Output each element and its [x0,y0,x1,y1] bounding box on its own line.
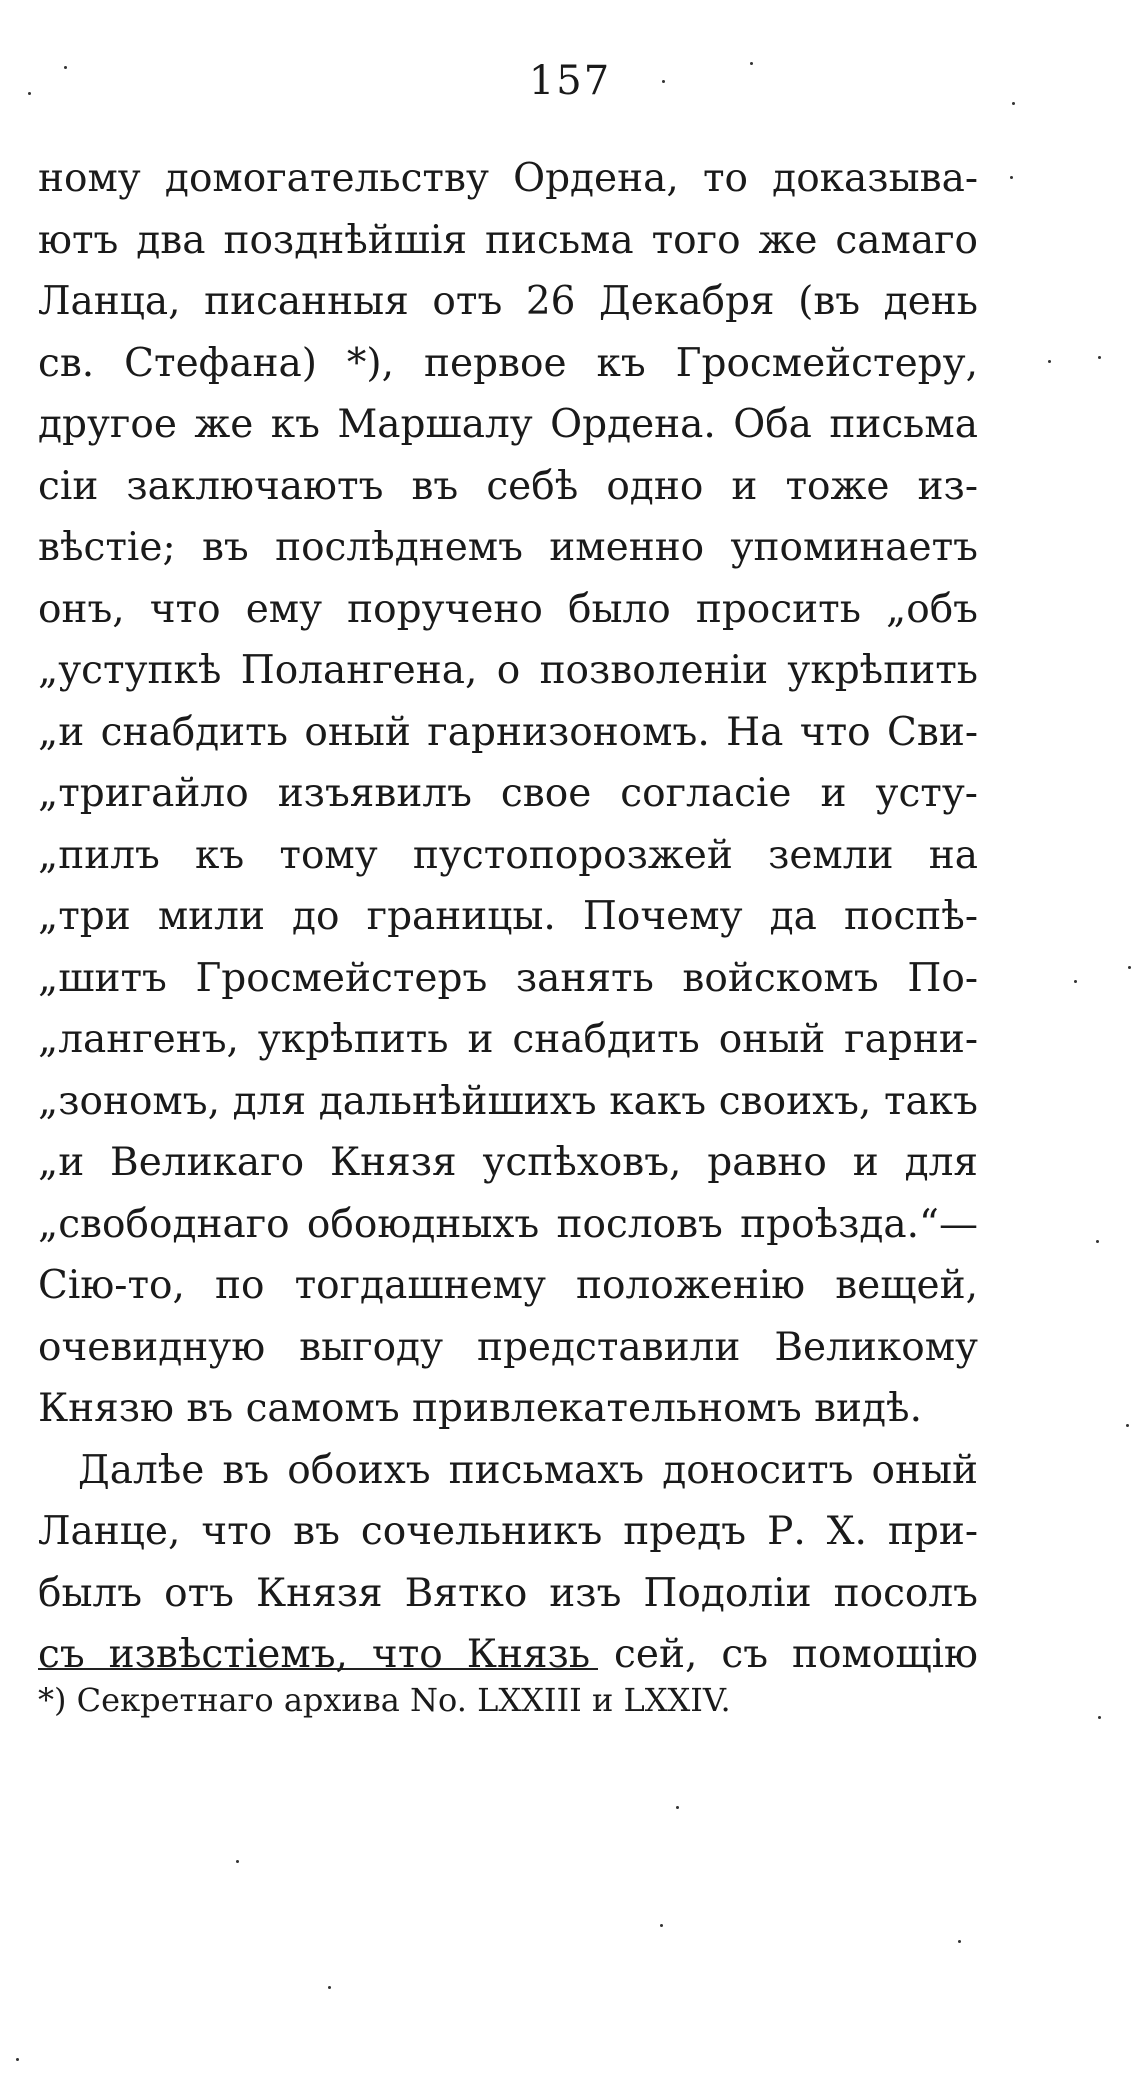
text-line: Ланце, что въ сочельникъ предъ Р. Х. при- [38,1509,978,1554]
text-line: очевидную выгоду представили Великому [38,1324,978,1370]
text-line: „зономъ, для дальнѣйшихъ какъ своихъ, такъ [38,1078,978,1124]
scan-speck [660,1924,663,1927]
text-line: „уступкѣ Полангена, о позволеніи укрѣпить [38,648,978,693]
scan-speck [1128,966,1131,969]
scan-speck [64,66,67,69]
body-text [38,148,978,1686]
footnote-divider [38,1668,598,1670]
text-line: Далѣе въ обоихъ письмахъ доноситъ оный [78,1447,978,1493]
text-line: сіи заключаютъ въ себѣ одно и тоже из- [38,463,978,509]
scan-speck [16,2058,19,2061]
text-line: „три мили до границы. Почему да поспѣ- [38,894,978,939]
text-line: „шитъ Гросмейстеръ занять войскомъ По- [38,955,978,1001]
page-number: 157 [528,58,612,104]
text-line: ютъ два позднѣйшія письма того же самаго [38,217,978,263]
scan-speck [1012,102,1015,105]
scan-speck [28,92,31,95]
scan-speck [1098,356,1101,359]
text-line: былъ отъ Князя Вятко изъ Подоліи посолъ [38,1570,978,1616]
text-line: Сію-то, по тогдашнему положенію вещей, [38,1263,978,1308]
text-line: другое же къ Маршалу Ордена. Оба письма [38,402,978,447]
scan-speck [1098,1716,1101,1719]
text-line: „и снабдить оный гарнизономъ. На что Сви- [38,709,978,755]
text-line: „лангенъ, укрѣпить и снабдить оный гарни- [38,1017,978,1062]
scan-speck [1074,980,1077,983]
scan-speck [958,1940,961,1943]
scan-speck [1126,1424,1129,1427]
text-line: „тригайло изъявилъ свое согласіе и усту- [38,771,978,816]
text-line: ному домогательству Ордена, то доказыва- [38,156,978,201]
text-line: съ извѣстіемъ, что Князь сей, съ помощію [38,1632,978,1677]
scan-speck [750,62,753,65]
text-line: вѣстіе; въ послѣднемъ именно упоминаетъ [38,525,978,570]
text-line: „свободнаго обоюдныхъ пословъ проѣзда.“— [38,1201,978,1247]
text-line: св. Стефана) *), первое къ Гросмейстеру, [38,340,978,386]
scan-speck [1096,1240,1099,1243]
text-line: Князю въ самомъ привлекательномъ видѣ. [38,1386,922,1431]
scan-speck [236,1860,239,1863]
scan-speck [1048,360,1051,363]
text-line: „пилъ къ тому пустопорозжей земли на [38,832,978,878]
text-line: онъ, что ему поручено было просить „объ [38,586,978,632]
scan-speck [328,1986,331,1989]
text-line: Ланца, писанныя отъ 26 Декабря (въ день [38,279,978,324]
scan-speck [662,80,665,83]
scan-speck [1010,176,1013,179]
footnote: *) Секретнаго архива No. LXXIII и LXXIV. [38,1681,731,1719]
text-line: „и Великаго Князя успѣховъ, равно и для [38,1140,978,1185]
scan-speck [676,1806,679,1809]
